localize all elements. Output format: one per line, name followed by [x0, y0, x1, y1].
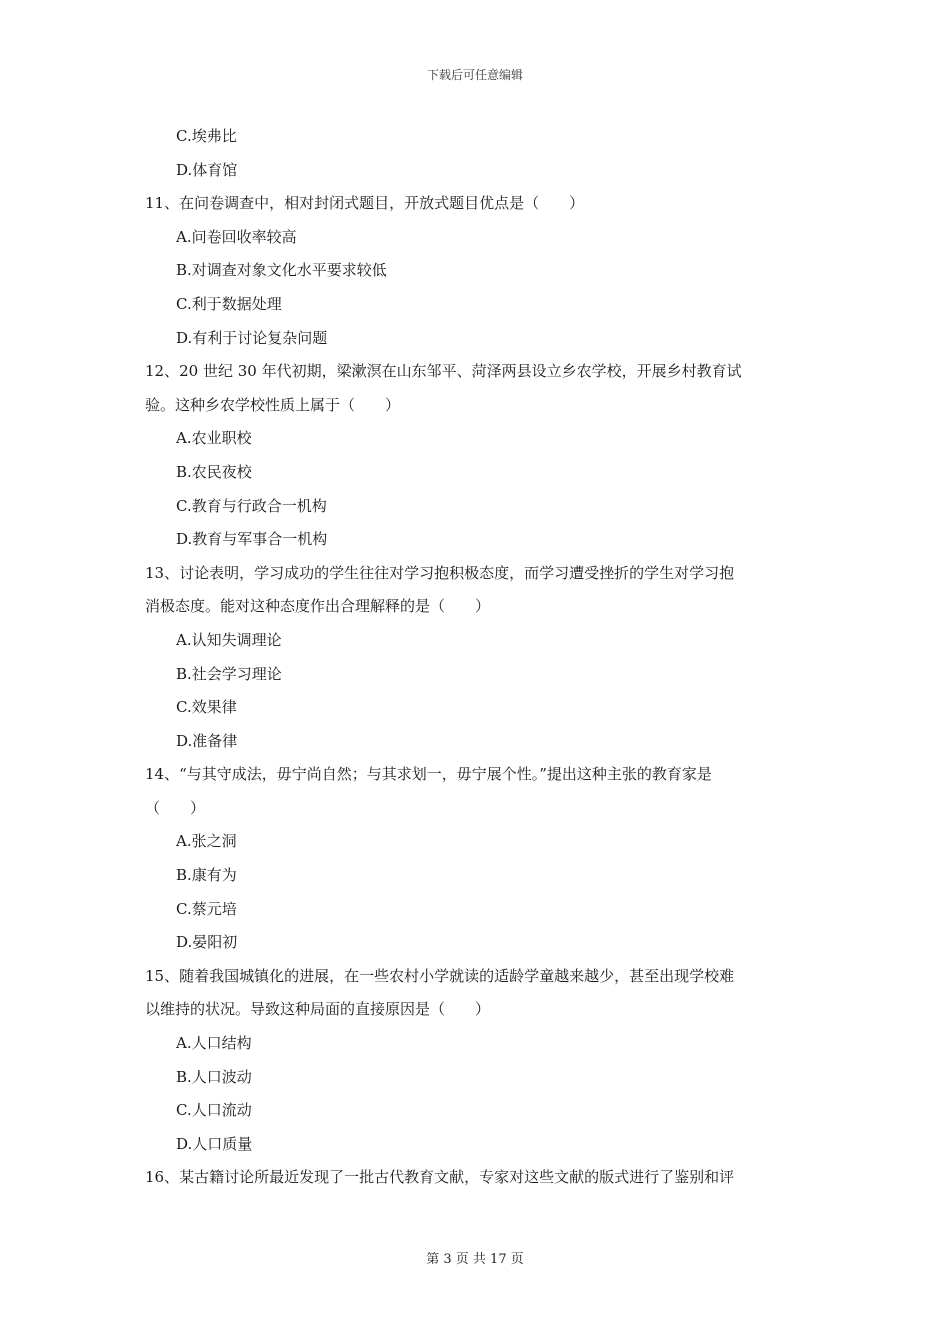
page-number-footer: 第 3 页 共 17 页 [426, 1252, 524, 1267]
answer-option: A.农业职校 [176, 429, 252, 448]
answer-option: C.利于数据处理 [176, 294, 282, 313]
question-text-line: 消极态度。能对这种态度作出合理解释的是（ ） [145, 597, 491, 616]
answer-option: D.体育馆 [176, 160, 238, 179]
answer-option: C.蔡元培 [176, 899, 237, 918]
answer-option: A.问卷回收率较高 [176, 227, 297, 246]
answer-option: B.社会学习理论 [176, 664, 282, 683]
answer-option: D.人口质量 [176, 1134, 253, 1153]
question-text-line: 以维持的状况。导致这种局面的直接原因是（ ） [145, 1000, 491, 1019]
question-text-line: 13、讨论表明，学习成功的学生往往对学习抱积极态度，而学习遭受挫折的学生对学习抱 [145, 563, 735, 582]
answer-option: D.有利于讨论复杂问题 [176, 328, 328, 347]
answer-option: C.埃弗比 [176, 127, 237, 145]
answer-option: D.晏阳初 [176, 933, 238, 952]
question-text-line: 15、随着我国城镇化的进展，在一些农村小学就读的适龄学童越来越少，甚至出现学校难 [145, 966, 735, 985]
question-text-line: 12、20 世纪 30 年代初期，梁漱溟在山东邹平、菏泽两县设立乡农学校，开展乡村教育试 [145, 362, 742, 381]
answer-option: B.农民夜校 [176, 462, 252, 481]
answer-option: B.人口波动 [176, 1067, 252, 1086]
question-text-line: 14、“与其守成法，毋宁尚自然；与其求划一，毋宁展个性。”提出这种主张的教育家是 [145, 765, 712, 784]
answer-option: C.人口流动 [176, 1101, 252, 1120]
answer-option: A.人口结构 [176, 1034, 252, 1053]
page-header: 下载后可任意编辑 [426, 68, 523, 82]
question-text-line: 验。这种乡农学校性质上属于（ ） [145, 395, 401, 414]
answer-option: B.康有为 [176, 866, 237, 885]
document-body [145, 120, 810, 1195]
answer-option: D.教育与军事合一机构 [176, 530, 328, 549]
question-text-line: 11、在问卷调查中，相对封闭式题目，开放式题目优点是（ ） [145, 194, 585, 213]
answer-option: A.张之洞 [176, 832, 237, 851]
answer-option: C.效果律 [176, 698, 237, 717]
question-text-line: 16、某古籍讨论所最近发现了一批古代教育文献，专家对这些文献的版式进行了鉴别和评 [145, 1168, 735, 1187]
answer-option: A.认知失调理论 [176, 630, 282, 649]
answer-option: B.对调查对象文化水平要求较低 [176, 261, 387, 280]
question-text-line: （ ） [145, 798, 206, 817]
answer-option: C.教育与行政合一机构 [176, 496, 327, 515]
answer-option: D.准备律 [176, 731, 238, 750]
